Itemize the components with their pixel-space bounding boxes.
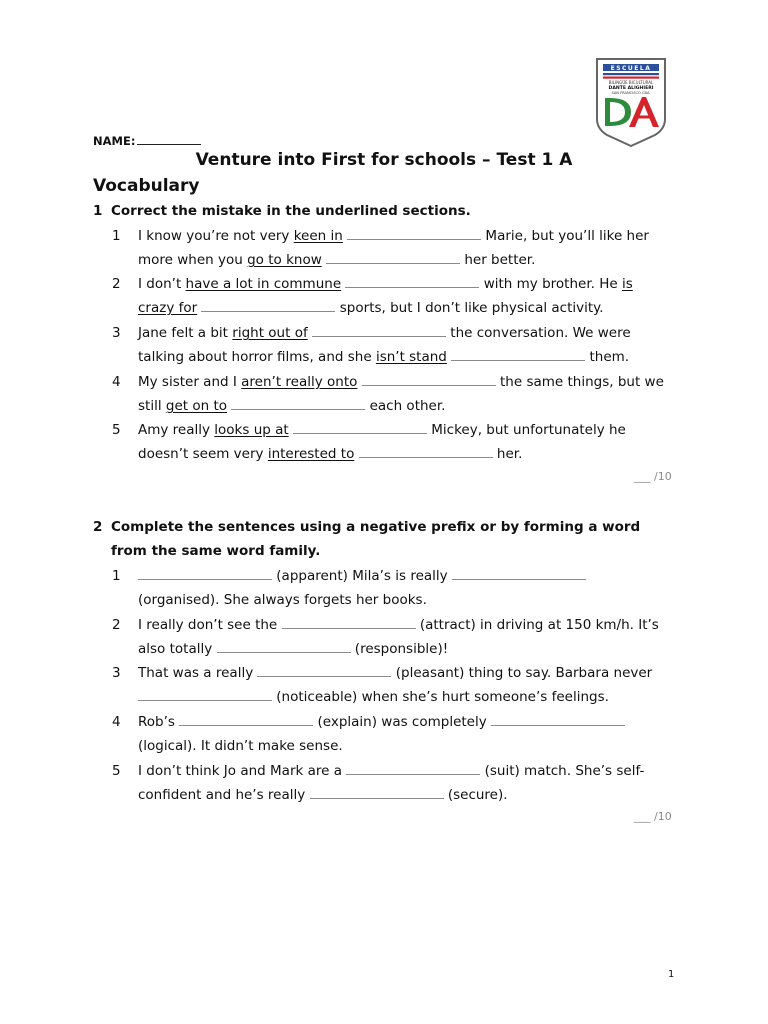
- q1-item-1: 1 I know you’re not very keen in Marie, but you’ll like her more when you go to know her better.: [112, 228, 649, 268]
- q2-score: ___ /10: [634, 810, 672, 823]
- answer-blank[interactable]: [231, 397, 365, 410]
- q2-instruction-line1: Complete the sentences using a negative prefix or by forming a word: [111, 519, 641, 535]
- section-heading: Vocabulary: [93, 176, 200, 196]
- q2-item-5: 5 I don’t think Jo and Mark are a (suit) match. She’s self- confident and he’s really (secure).: [112, 763, 645, 803]
- answer-blank[interactable]: [179, 713, 313, 726]
- answer-blank[interactable]: [293, 421, 427, 434]
- page-title: Venture into First for schools – Test 1 A: [195, 150, 573, 170]
- answer-blank[interactable]: [310, 786, 444, 799]
- q1-heading: [93, 199, 693, 223]
- q1-instruction: Correct the mistake in the underlined sections.: [111, 203, 471, 219]
- answer-blank[interactable]: [345, 275, 479, 288]
- q2-number: 2: [93, 519, 103, 535]
- answer-blank[interactable]: [346, 762, 480, 775]
- logo-sub3: SAN FRANCISCO CBA.: [611, 91, 651, 95]
- logo-top-text: ESCUELA: [610, 65, 652, 72]
- q1-score: ___ /10: [634, 470, 672, 483]
- answer-blank[interactable]: [347, 227, 481, 240]
- logo-sub2: DANTE ALIGHIERI: [608, 86, 654, 91]
- q1-item-5: 5 Amy really looks up at Mickey, but unfortunately he doesn’t seem very interested to her.: [112, 422, 626, 462]
- q2-item-2: 2 I really don’t see the (attract) in driving at 150 km/h. It’s also totally (responsible)!: [112, 617, 659, 657]
- answer-blank[interactable]: [359, 445, 493, 458]
- page-number: 1: [668, 969, 675, 980]
- answer-blank[interactable]: [201, 299, 335, 312]
- q2-item-4: 4 Rob’s (explain) was completely (logical). It didn’t make sense.: [112, 710, 692, 759]
- q1-item-2: 2 I don’t have a lot in commune with my brother. He is crazy for sports, but I don’t like physical activity.: [112, 276, 633, 316]
- answer-blank[interactable]: [138, 567, 272, 580]
- answer-blank[interactable]: [491, 713, 625, 726]
- answer-blank[interactable]: [138, 688, 272, 701]
- name-field: [93, 133, 201, 148]
- answer-blank[interactable]: [326, 251, 460, 264]
- answer-blank[interactable]: [452, 567, 586, 580]
- q1-item-4: 4 My sister and I aren’t really onto the same things, but we still get on to each other.: [112, 374, 664, 414]
- q2-heading: [93, 515, 693, 563]
- name-blank[interactable]: [137, 133, 201, 145]
- answer-blank[interactable]: [282, 616, 416, 629]
- school-logo: [595, 57, 667, 147]
- logo-sub1: BILINGÜE BICULTURAL: [608, 80, 654, 85]
- q1-item-3: 3 Jane felt a bit right out of the conversation. We were talking about horror films, and she isn’t stand them.: [112, 325, 631, 365]
- answer-blank[interactable]: [217, 640, 351, 653]
- q2-item-1: 1 (apparent) Mila’s is really (organised). She always forgets her books.: [112, 564, 692, 613]
- q2-instruction-line2: from the same word family.: [111, 543, 321, 559]
- q2-item-3: 3 That was a really (pleasant) thing to say. Barbara never (noticeable) when she’s hurt someone’s feelings.: [112, 665, 653, 705]
- answer-blank[interactable]: [362, 373, 496, 386]
- answer-blank[interactable]: [451, 348, 585, 361]
- q1-number: 1: [93, 203, 103, 219]
- answer-blank[interactable]: [257, 664, 391, 677]
- name-label: NAME:: [93, 134, 136, 148]
- answer-blank[interactable]: [312, 324, 446, 337]
